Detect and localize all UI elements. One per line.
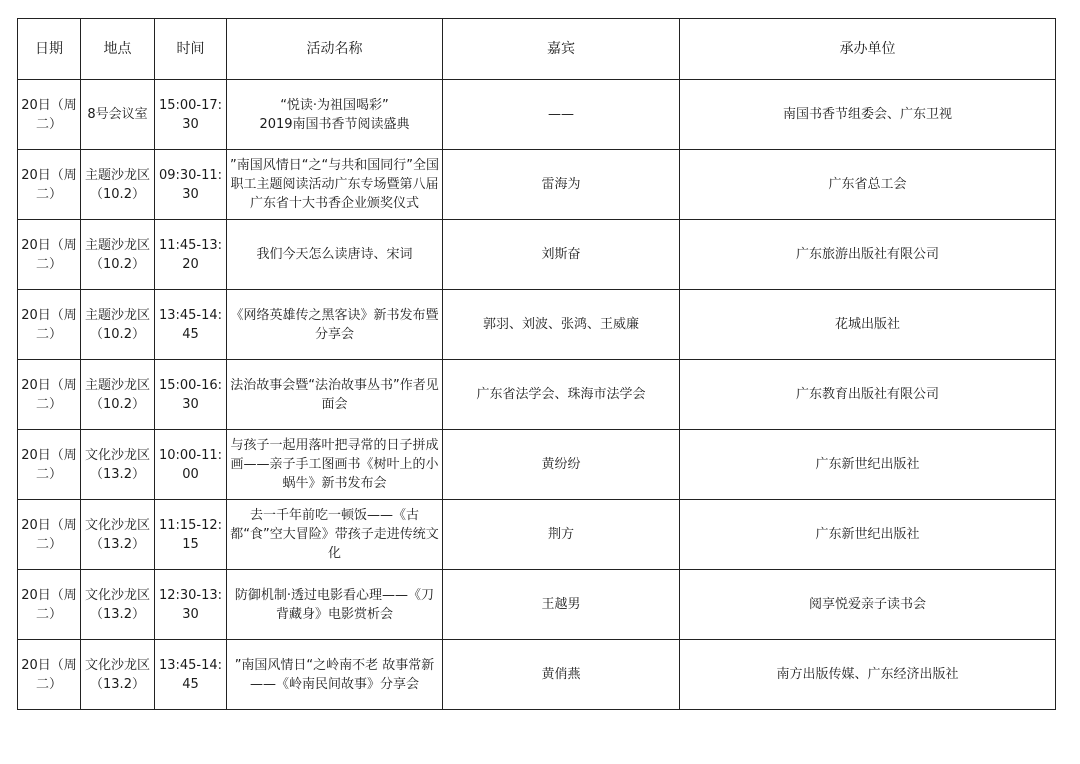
header-event-name: 活动名称 (227, 19, 443, 80)
cell-date: 20日（周二） (18, 290, 81, 360)
table-row (18, 80, 1056, 150)
cell-guests: 雷海为 (443, 150, 680, 220)
header-organizer: 承办单位 (680, 19, 1056, 80)
cell-guests: 黄俏燕 (443, 640, 680, 710)
cell-event-name: 法治故事会暨“法治故事丛书”作者见面会 (227, 360, 443, 430)
cell-organizer: 花城出版社 (680, 290, 1056, 360)
cell-location: 文化沙龙区 （13.2） (81, 570, 155, 640)
cell-guests: 广东省法学会、珠海市法学会 (443, 360, 680, 430)
table-row (18, 220, 1056, 290)
header-guests: 嘉宾 (443, 19, 680, 80)
cell-event-name: ”南国风情日“之“与共和国同行”全国职工主题阅读活动广东专场暨第八届广东省十大书香企业颁奖仪式 (227, 150, 443, 220)
cell-time: 13:45-14:45 (155, 290, 227, 360)
cell-guests: 刘斯奋 (443, 220, 680, 290)
cell-time: 10:00-11:00 (155, 430, 227, 500)
table-row (18, 570, 1056, 640)
schedule-table (17, 18, 1056, 710)
table-row (18, 500, 1056, 570)
cell-time: 13:45-14:45 (155, 640, 227, 710)
cell-date: 20日（周二） (18, 430, 81, 500)
cell-guests: 黄纷纷 (443, 430, 680, 500)
cell-time: 11:15-12:15 (155, 500, 227, 570)
cell-event-name: 《网络英雄传之黑客诀》新书发布暨分享会 (227, 290, 443, 360)
cell-time: 09:30-11:30 (155, 150, 227, 220)
cell-organizer: 南方出版传媒、广东经济出版社 (680, 640, 1056, 710)
cell-event-name: 防御机制·透过电影看心理——《刀背藏身》电影赏析会 (227, 570, 443, 640)
cell-location: 主题沙龙区 （10.2） (81, 150, 155, 220)
cell-location: 文化沙龙区 （13.2） (81, 430, 155, 500)
cell-date: 20日（周二） (18, 570, 81, 640)
cell-time: 15:00-16:30 (155, 360, 227, 430)
cell-organizer: 广东新世纪出版社 (680, 430, 1056, 500)
cell-guests: 郭羽、刘波、张鸿、王威廉 (443, 290, 680, 360)
cell-organizer: 广东省总工会 (680, 150, 1056, 220)
table-row (18, 150, 1056, 220)
cell-guests: —— (443, 80, 680, 150)
cell-event-name: “悦读·为祖国喝彩” 2019南国书香节阅读盛典 (227, 80, 443, 150)
cell-time: 11:45-13:20 (155, 220, 227, 290)
schedule-body (18, 80, 1056, 710)
cell-time: 15:00-17:30 (155, 80, 227, 150)
table-row (18, 290, 1056, 360)
cell-date: 20日（周二） (18, 80, 81, 150)
cell-organizer: 广东新世纪出版社 (680, 500, 1056, 570)
cell-organizer: 广东旅游出版社有限公司 (680, 220, 1056, 290)
cell-event-name: 与孩子一起用落叶把寻常的日子拼成画——亲子手工图画书《树叶上的小蜗牛》新书发布会 (227, 430, 443, 500)
header-row (18, 19, 1056, 80)
cell-location: 主题沙龙区 （10.2） (81, 220, 155, 290)
cell-date: 20日（周二） (18, 220, 81, 290)
cell-event-name: 我们今天怎么读唐诗、宋词 (227, 220, 443, 290)
cell-location: 主题沙龙区 （10.2） (81, 290, 155, 360)
cell-event-name: ”南国风情日“之岭南不老 故事常新——《岭南民间故事》分享会 (227, 640, 443, 710)
table-row (18, 640, 1056, 710)
cell-location: 文化沙龙区 （13.2） (81, 640, 155, 710)
cell-guests: 荆方 (443, 500, 680, 570)
cell-date: 20日（周二） (18, 500, 81, 570)
table-row (18, 360, 1056, 430)
cell-location: 主题沙龙区 （10.2） (81, 360, 155, 430)
cell-organizer: 阅享悦爱亲子读书会 (680, 570, 1056, 640)
header-location: 地点 (81, 19, 155, 80)
cell-date: 20日（周二） (18, 360, 81, 430)
header-time: 时间 (155, 19, 227, 80)
cell-location: 文化沙龙区 （13.2） (81, 500, 155, 570)
header-date: 日期 (18, 19, 81, 80)
cell-location: 8号会议室 (81, 80, 155, 150)
cell-organizer: 南国书香节组委会、广东卫视 (680, 80, 1056, 150)
table-row (18, 430, 1056, 500)
cell-date: 20日（周二） (18, 150, 81, 220)
cell-organizer: 广东教育出版社有限公司 (680, 360, 1056, 430)
cell-time: 12:30-13:30 (155, 570, 227, 640)
cell-guests: 王越男 (443, 570, 680, 640)
cell-date: 20日（周二） (18, 640, 81, 710)
cell-event-name: 去一千年前吃一顿饭——《古都“食”空大冒险》带孩子走进传统文化 (227, 500, 443, 570)
